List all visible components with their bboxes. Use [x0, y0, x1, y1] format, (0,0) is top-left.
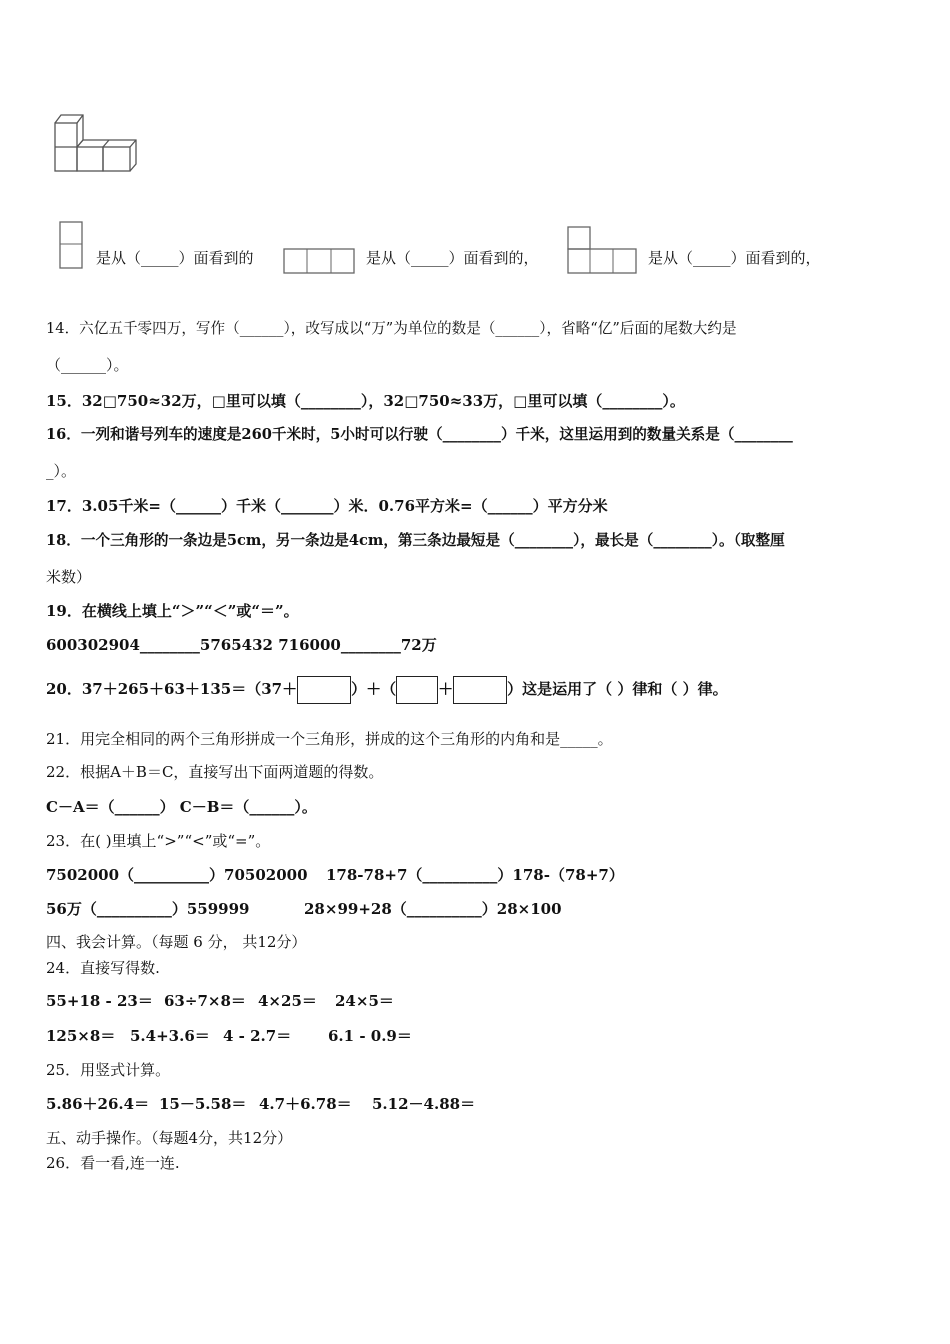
question-19-row: 600302904________5765432 716000________72万 — [46, 636, 437, 654]
question-16-cont: _）。 — [46, 462, 77, 480]
calc-item: 63÷7×8＝ — [164, 992, 246, 1010]
section-4-heading: 四、我会计算。（每题 6 分， 共12分） — [46, 933, 307, 951]
question-20 — [46, 674, 728, 704]
section-5-heading: 五、动手操作。（每题4分，共12分） — [46, 1129, 293, 1147]
question-24-title: 24．直接写得数. — [46, 959, 160, 977]
calc-item: 55+18 - 23＝ — [46, 992, 153, 1010]
calc-item: 125×8＝ — [46, 1027, 116, 1045]
question-14-cont: （______）。 — [46, 356, 129, 374]
q20-part2: ）＋（ — [351, 680, 397, 698]
view-front-figure — [282, 247, 356, 275]
calc-item: 4×25＝ — [258, 992, 317, 1010]
calc-item: 5.4+3.6＝ — [130, 1027, 210, 1045]
view-question-2: 是从（_____）面看到的， — [366, 249, 539, 267]
question-21: 21．用完全相同的两个三角形拼成一个三角形，拼成的这个三角形的内角和是_____。 — [46, 730, 613, 748]
question-15: 15．32□750≈32万，□里可以填（________），32□750≈33万，□里可以填（________）。 — [46, 392, 685, 410]
view-top-figure — [566, 225, 638, 275]
q23-item: 56万（__________）559999 — [46, 900, 250, 918]
cube-figure — [52, 110, 142, 175]
question-14: 14．六亿五千零四万，写作（______），改写成以“万”为单位的数是（______），省略“亿”后面的尾数大约是 — [46, 320, 737, 337]
calc-item: 4.7＋6.78＝ — [259, 1095, 352, 1113]
question-19-title: 19．在横线上填上“＞”“＜”或“＝”。 — [46, 602, 299, 620]
answer-box[interactable] — [453, 676, 507, 704]
view-question-3: 是从（_____）面看到的， — [648, 249, 821, 267]
answer-box[interactable] — [297, 676, 351, 704]
calc-item: 5.12－4.88＝ — [372, 1095, 476, 1113]
question-22-row: C－A＝（______） C－B＝（______）。 — [46, 798, 317, 816]
calc-item: 6.1 - 0.9＝ — [328, 1027, 412, 1045]
question-22-title: 22．根据A＋B＝C，直接写出下面两道题的得数。 — [46, 763, 384, 781]
q20-part4: ）这是运用了（ ）律和（ ）律。 — [507, 680, 728, 698]
calc-item: 4 - 2.7＝ — [223, 1027, 292, 1045]
question-18: 18．一个三角形的一条边是5cm，另一条边是4cm，第三条边最短是（________），最长是（________）。（取整厘 — [46, 532, 785, 549]
q23-item: 28×99+28（__________）28×100 — [304, 900, 562, 918]
view-left-figure — [58, 220, 84, 270]
calc-item: 5.86＋26.4＝ — [46, 1095, 150, 1113]
answer-box[interactable] — [396, 676, 438, 704]
question-26: 26．看一看,连一连. — [46, 1154, 180, 1172]
question-23-title: 23．在( )里填上“>”“<”或“=”。 — [46, 832, 271, 850]
q20-part1: 20．37＋265＋63＋135＝（37＋ — [46, 680, 298, 698]
question-17: 17．3.05千米=（______）千米（_______）米．0.76平方米=（______）平方分米 — [46, 497, 608, 515]
calc-item: 15－5.58＝ — [159, 1095, 247, 1113]
q23-item: 7502000（__________）70502000 — [46, 866, 308, 884]
question-18-cont: 米数） — [46, 568, 92, 586]
q20-part3: ＋ — [438, 680, 454, 698]
question-25-title: 25．用竖式计算。 — [46, 1061, 171, 1079]
calc-item: 24×5＝ — [335, 992, 394, 1010]
question-16: 16．一列和谐号列车的速度是260千米时，5小时可以行驶（________）千米，这里运用到的数量关系是（________ — [46, 426, 793, 443]
view-question-1: 是从（_____）面看到的 — [96, 249, 254, 267]
q23-item: 178-78+7（__________）178-（78+7） — [326, 866, 624, 884]
